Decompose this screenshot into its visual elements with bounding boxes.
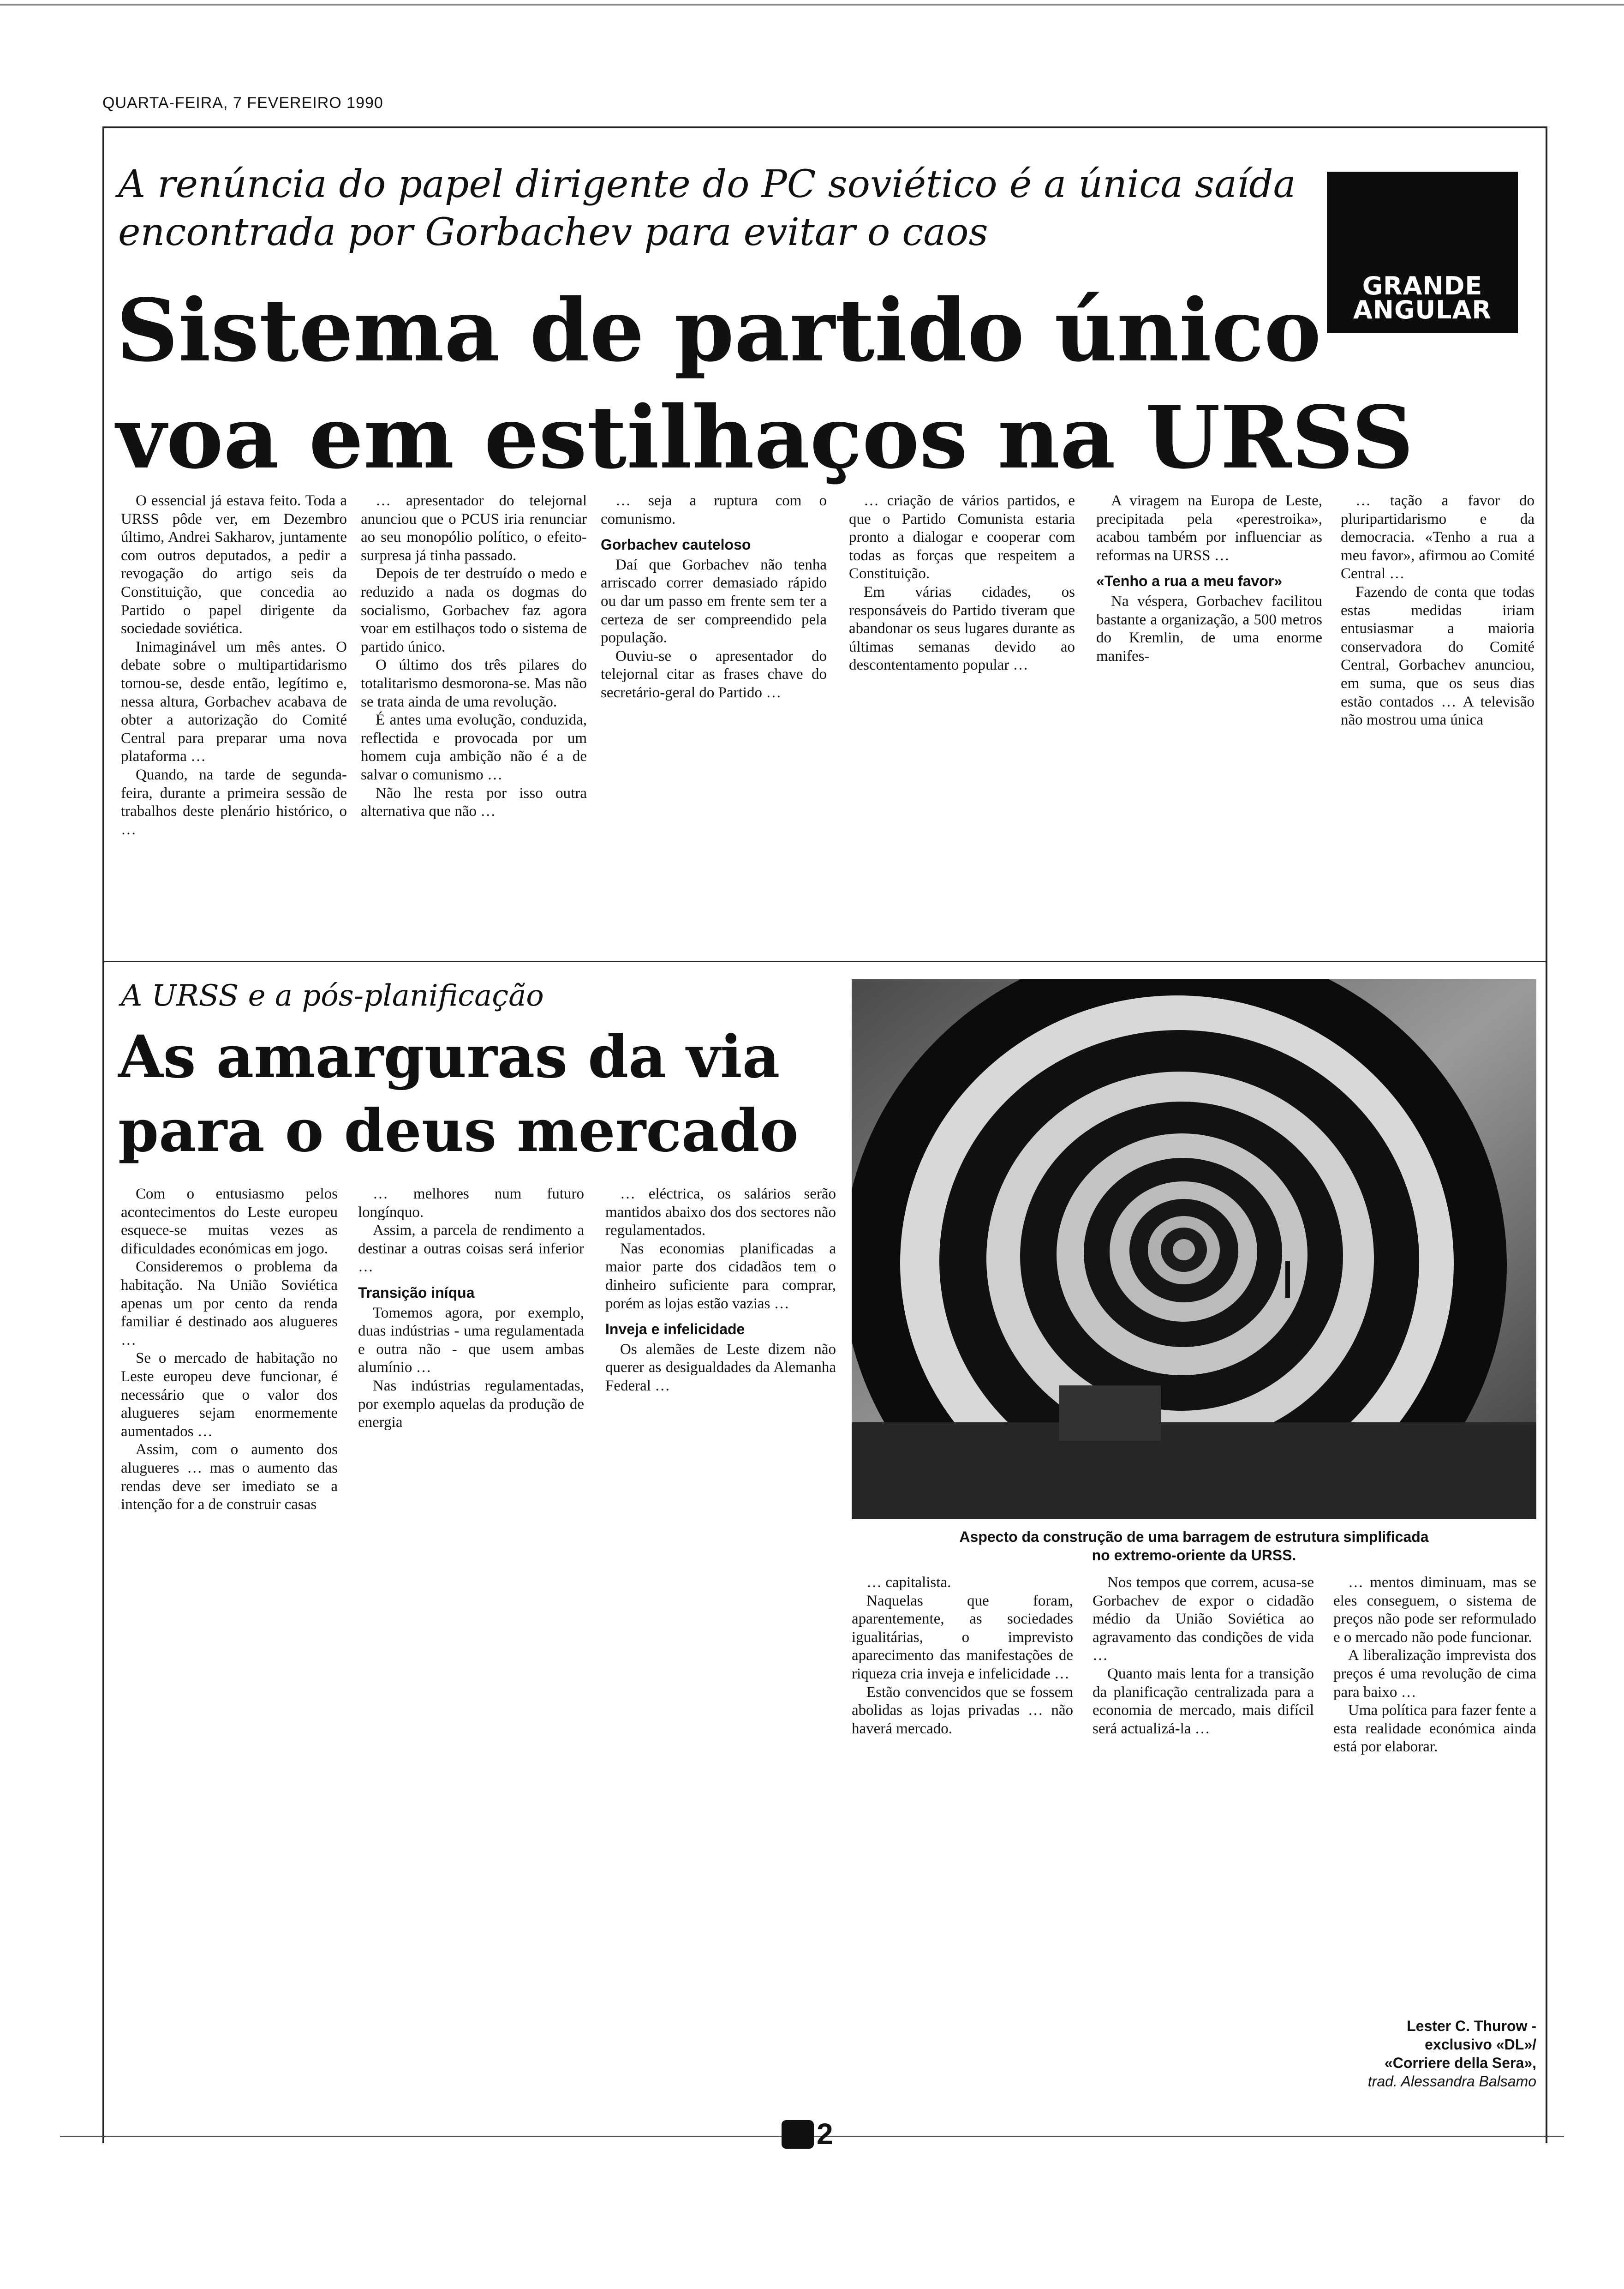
paragraph: Fazendo de conta que todas estas medidas iriam entusiasmar a maioria conservadora do Comité Central, Gorbachev anunciou, em suma, que os seus dias estão contados … A televisão não mostrou uma única (1341, 583, 1534, 729)
paragraph: … capitalista. (866, 1574, 951, 1591)
second-headline-line: para o deus mercado (118, 1097, 799, 1165)
paragraph: Uma política para fazer fente a esta realidade económica ainda está por elaborar. (1333, 1702, 1536, 1756)
second-kicker: A URSS e a pós-planificação (121, 979, 544, 1013)
byline-exclusive: exclusivo «DL»/ (1425, 2036, 1536, 2053)
second-column-6 (1333, 1574, 1536, 1756)
paragraph: Consideremos o problema da habitação. Na União Soviética apenas um por cento da renda familiar é destinado aos alugueres … (121, 1258, 338, 1348)
byline-translator: trad. Alessandra Balsamo (1367, 2073, 1536, 2090)
photo-caption (852, 1528, 1536, 1564)
second-column-3 (605, 1185, 836, 1396)
paragraph: Quando, na tarde de segunda-feira, durante a primeira sessão de trabalhos deste plenário histórico, o … (121, 766, 347, 838)
paragraph: Inimaginável um mês antes. O debate sobre o multipartidarismo tornou-se, desde então, legítimo e, nessa altura, Gorbachev acabava de obter a autorização do Comité Central para preparar uma nova plataforma … (121, 638, 347, 765)
top-headline (116, 277, 1519, 491)
page-number: 2 (817, 2117, 833, 2151)
paragraph: Ouviu-se o apresentador do telejornal citar as frases chave do secretário-geral do Partido … (601, 647, 827, 701)
photo-caption-line: no extremo-oriente da URSS. (1092, 1547, 1296, 1564)
paragraph: Assim, com o aumento dos alugueres … mas o aumento das rendas deve ser imediato se a intenção for a de construir casas (121, 1441, 338, 1513)
top-kicker (118, 161, 1308, 257)
paragraph: O essencial já estava feito. Toda a URSS pôde ver, em Dezembro último, Andrei Sakharov, juntamente com outros deputados, a pedir a revogação do artigo seis da Constituição, que concedia ao Partido o papel dirigente da sociedade soviética. (121, 492, 347, 637)
paragraph: … melhores num futuro longínquo. (358, 1186, 584, 1221)
top-column-2 (361, 492, 587, 821)
badge-line: GRANDE (1362, 271, 1483, 300)
top-column-3 (601, 492, 827, 702)
top-column-6 (1341, 492, 1534, 730)
second-headline-line: As amarguras da via (118, 1023, 780, 1091)
dl-logo-mark (782, 2120, 814, 2149)
paragraph: Estão convencidos que se fossem abolidas as lojas privadas … não haverá mercado. (852, 1684, 1073, 1737)
second-column-2 (358, 1185, 584, 1432)
badge-line: ANGULAR (1353, 295, 1492, 324)
top-edge-rule (0, 4, 1624, 6)
paragraph: O último dos três pilares do totalitarismo desmorona-se. Mas não se trata ainda de uma revolução. (361, 657, 587, 710)
paragraph: … mentos diminuam, mas se eles conseguem, o sistema de preços não pode ser reformulado e o mercado não pode funcionar. (1333, 1574, 1536, 1646)
photo-caption-line: Aspecto da construção de uma barragem de estrutura simplificada (959, 1528, 1429, 1545)
paragraph: Com o entusiasmo pelos acontecimentos do Leste europeu esquece-se muitas vezes as dificuldades económicas em jogo. (121, 1186, 338, 1257)
paragraph: Assim, a parcela de rendimento a destinar a outras coisas será inferior … (358, 1222, 584, 1276)
byline-source: «Corriere della Sera», (1384, 2055, 1536, 2071)
dateline: QUARTA-FEIRA, 7 FEVEREIRO 1990 (102, 94, 383, 112)
top-column-4 (849, 492, 1075, 675)
paragraph: … seja a ruptura com o comunismo. (601, 492, 827, 527)
byline (1333, 2017, 1536, 2091)
subheading: Gorbachev cauteloso (601, 536, 751, 553)
top-headline-line: voa em estilhaços na URSS (116, 387, 1414, 488)
paragraph: Quanto mais lenta for a transição da planificação centralizada para a economia de mercado, mais difícil será actualizá-la … (1093, 1665, 1314, 1737)
second-headline (118, 1020, 838, 1168)
frame-top-rule (102, 126, 1546, 128)
paragraph: Na véspera, Gorbachev facilitou bastante a organização, a 500 metros do Kremlin, de uma enorme manifes- (1096, 593, 1322, 665)
paragraph: Se o mercado de habitação no Leste europeu deve funcionar, é necessário que o valor dos alugueres sejam enormemente aumentados … (121, 1350, 338, 1440)
paragraph: Nas economias planificadas a maior parte dos cidadãos tem o dinheiro suficiente para comprar, porém as lojas estão vazias … (605, 1240, 836, 1312)
paragraph: Nos tempos que correm, acusa-se Gorbachev de expor o cidadão médio da União Soviética ao agravamento das condições de vida … (1093, 1574, 1314, 1664)
second-column-1 (121, 1185, 338, 1514)
dam-construction-photo (852, 979, 1536, 1519)
paragraph: Não lhe resta por isso outra alternativa que não … (361, 785, 587, 820)
subheading: Inveja e infelicidade (605, 1321, 745, 1338)
concentric-rings-image (852, 979, 1536, 1519)
paragraph: … apresentador do telejornal anunciou que o PCUS iria renunciar ao seu monopólio político, o efeito-surpresa já tinha passado. (361, 492, 587, 564)
paragraph: Naquelas que foram, aparentemente, as sociedades igualitárias, o imprevisto aparecimento das manifestações de riqueza cria inveja e infelicidade … (852, 1592, 1073, 1682)
top-headline-line: Sistema de partido único (116, 280, 1321, 381)
frame-left-rule (102, 126, 104, 2143)
top-column-5 (1096, 492, 1322, 665)
article-divider (102, 961, 1546, 962)
paragraph: A liberalização imprevista dos preços é uma revolução de cima para baixo … (1333, 1647, 1536, 1701)
paragraph: Tomemos agora, por exemplo, duas indústrias - uma regulamentada e outra não - que usem ambas alumínio … (358, 1304, 584, 1376)
paragraph: Depois de ter destruído o medo e reduzido a nada os dogmas do socialismo, Gorbachev faz agora voar em estilhaços todo o sistema de partido único. (361, 565, 587, 655)
paragraph: A viragem na Europa de Leste, precipitada pela «perestroika», acabou também por influenciar as reformas na URSS … (1096, 492, 1322, 564)
paragraph: … criação de vários partidos, e que o Partido Comunista estaria pronto a dialogar e cooperar com todas as forças que respeitem a Constituição. (849, 492, 1075, 582)
paragraph: Os alemães de Leste dizem não querer as desigualdades da Alemanha Federal … (605, 1341, 836, 1394)
top-kicker-line: A renúncia do papel dirigente do PC soviético é a única saída (118, 162, 1296, 206)
paragraph: É antes uma evolução, conduzida, reflectida e provocada por um homem cuja ambição não é a de salvar o comunismo … (361, 712, 587, 783)
frame-right-rule (1546, 126, 1547, 2143)
paragraph: Nas indústrias regulamentadas, por exemplo aquelas da produção de energia (358, 1377, 584, 1431)
byline-author: Lester C. Thurow - (1407, 2018, 1536, 2034)
top-kicker-line: encontrada por Gorbachev para evitar o caos (118, 210, 988, 254)
paragraph: Em várias cidades, os responsáveis do Partido tiveram que abandonar os seus lugares durante as últimas semanas devido ao descontentamento popular … (849, 583, 1075, 674)
second-column-5 (1093, 1574, 1314, 1738)
paragraph: Daí que Gorbachev não tenha arriscado correr demasiado rápido ou dar um passo em frente sem ter a certeza de ser compreendido pela população. (601, 556, 827, 647)
subheading: Transição iníqua (358, 1284, 475, 1301)
paragraph: … tação a favor do pluripartidarismo e da democracia. «Tenho a rua a meu favor», afirmou ao Comité Central … (1341, 492, 1534, 582)
second-column-4 (852, 1574, 1073, 1738)
paragraph: … eléctrica, os salários serão mantidos abaixo dos dos sectores não regulamentados. (605, 1186, 836, 1239)
subheading: «Tenho a rua a meu favor» (1096, 573, 1283, 590)
top-column-1 (121, 492, 347, 839)
